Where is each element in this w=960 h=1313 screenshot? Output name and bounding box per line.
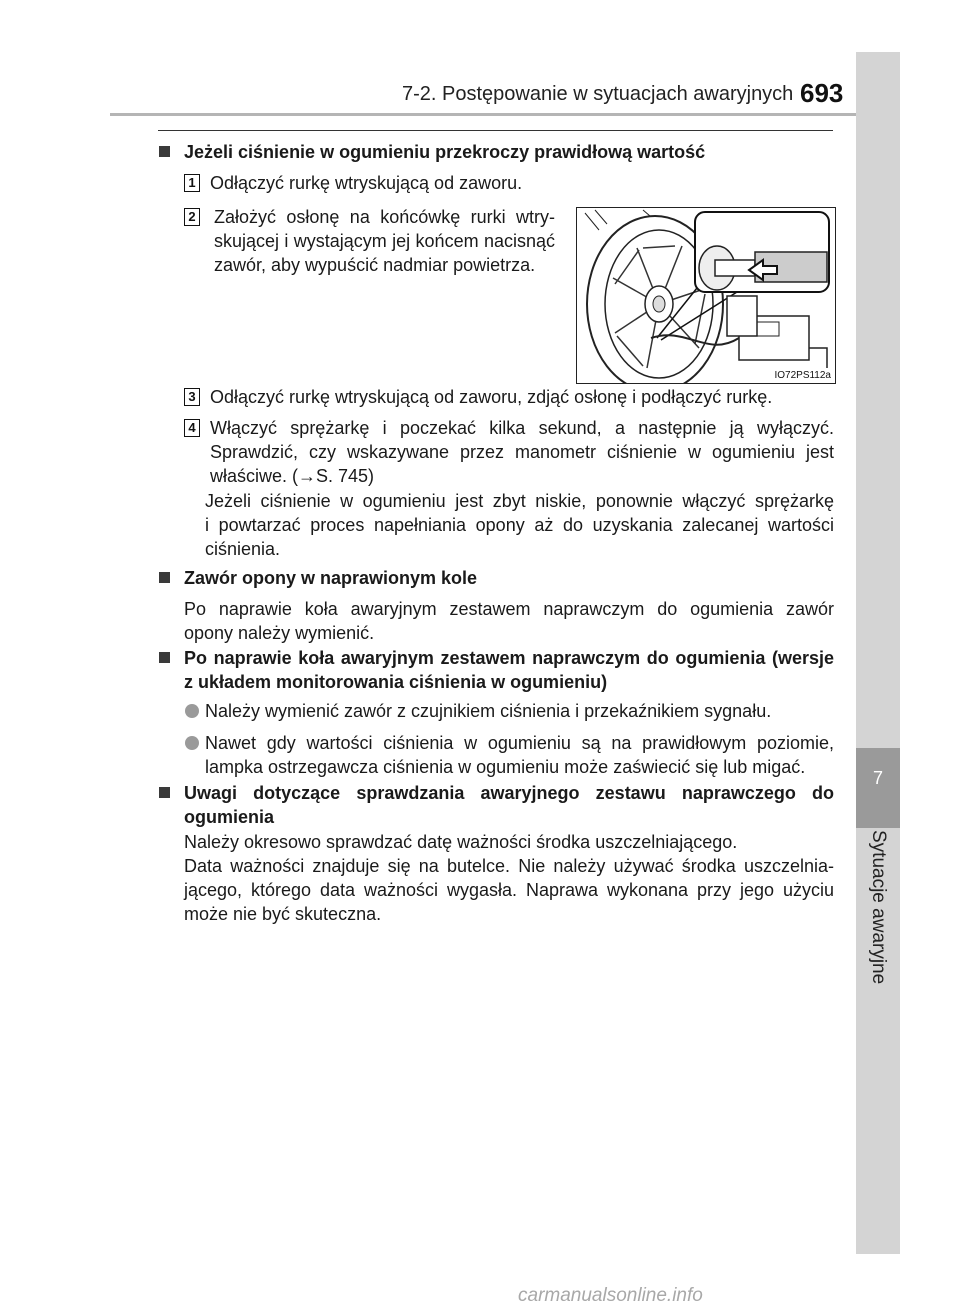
bullet-line: Nawet gdy wartości ciśnienia w ogumieniu są na prawidłowym poziomie,	[205, 733, 834, 753]
bullet-item	[205, 699, 834, 723]
side-tab	[856, 52, 900, 1254]
step-4-note	[205, 489, 834, 561]
note-line: Jeżeli ciśnienie w ogumieniu jest zbyt niskie, ponownie włączyć sprężarkę	[205, 491, 834, 511]
step-4-text	[210, 416, 834, 488]
section4-line: jącego, którego data ważności wygasła. Naprawa wykonana przy jego użyciu	[184, 880, 834, 900]
bullet-dot	[185, 736, 199, 750]
step-number-1: 1	[184, 174, 200, 192]
bullet-item	[205, 731, 834, 779]
step-4-line: Włączyć sprężarkę i poczekać kilka sekund, a następnie ją wyłączyć.	[210, 418, 834, 438]
step-number-3: 3	[184, 388, 200, 406]
bullet-line: Należy wymienić zawór z czujnikiem ciśnienia i przekaźnikiem sygnału.	[205, 701, 772, 721]
section2-text	[184, 597, 834, 645]
step-number-4: 4	[184, 419, 200, 437]
section-rule	[158, 130, 833, 131]
step-4-line: właściwe. (→S. 745)	[210, 466, 375, 486]
section4-line: Data ważności znajduje się na butelce. Nie należy używać środka uszczelnia-	[184, 856, 834, 876]
section4-heading-line: Uwagi dotyczące sprawdzania awaryjnego zestawu naprawczego do	[184, 783, 834, 803]
section4-heading	[184, 781, 834, 829]
section3-heading-line: z układem monitorowania ciśnienia w ogumieniu)	[184, 672, 608, 692]
step-2-line: zawór, aby wypuścić nadmiar powietrza.	[214, 255, 536, 275]
header-title: 7-2. Postępowanie w sytuacjach awaryjnych	[402, 83, 794, 105]
bullet-dot	[185, 704, 199, 718]
section-marker	[159, 572, 170, 583]
watermark: carmanualsonline.info	[518, 1285, 703, 1306]
section-marker	[159, 787, 170, 798]
section2-line: opony należy wymienić.	[184, 623, 375, 643]
section3-heading-line: Po naprawie koła awaryjnym zestawem naprawczym do ogumienia (wersje	[184, 648, 834, 668]
tire-valve-illustration	[576, 207, 836, 384]
header-rule	[110, 113, 900, 116]
section2-heading: Zawór opony w naprawionym kole	[184, 568, 478, 588]
section2-line: Po naprawie koła awaryjnym zestawem naprawczym do ogumienia zawór	[184, 599, 834, 619]
step-4-line: Sprawdzić, czy wskazywane przez manometr ciśnienie w ogumieniu jest	[210, 442, 834, 462]
note-line: ciśnienia.	[205, 539, 281, 559]
side-tab-label-text: Sytuacje awaryjne	[868, 830, 889, 985]
step-2-text	[214, 205, 555, 277]
step-2-line: skującej i wystającym jej końcem nacisnąć	[214, 231, 555, 251]
step-3-text: Odłączyć rurkę wtryskującą od zaworu, zdjąć osłonę i podłączyć rurkę.	[210, 387, 773, 407]
side-tab-number	[856, 748, 900, 828]
section-marker	[159, 652, 170, 663]
bullet-line: lampka ostrzegawcza ciśnienia w ogumieniu może zaświecić się lub migać.	[205, 757, 806, 777]
section4-line: może nie być skuteczna.	[184, 904, 382, 924]
note-line: i powtarzać proces napełniania opony aż do uzyskania zalecanej wartości	[205, 515, 834, 535]
step-number-2: 2	[184, 208, 200, 226]
tire-illustration-drawing	[577, 208, 835, 383]
page-number: 693	[800, 78, 844, 108]
section-marker	[159, 146, 170, 157]
section4-line: Należy okresowo sprawdzać datę ważności środka uszczelniającego.	[184, 832, 738, 852]
section1-heading: Jeżeli ciśnienie w ogumieniu przekroczy prawidłową wartość	[184, 142, 706, 162]
step-1-text: Odłączyć rurkę wtryskującą od zaworu.	[210, 173, 523, 193]
side-tab-label	[860, 830, 896, 1010]
section3-heading	[184, 646, 834, 694]
illustration-caption: IO72PS112a	[774, 370, 831, 381]
step-2-line: Założyć osłonę na końcówkę rurki wtry-	[214, 207, 555, 227]
side-tab-number-text: 7	[872, 768, 883, 788]
section4-text	[184, 830, 834, 926]
section4-heading-line: ogumienia	[184, 807, 275, 827]
